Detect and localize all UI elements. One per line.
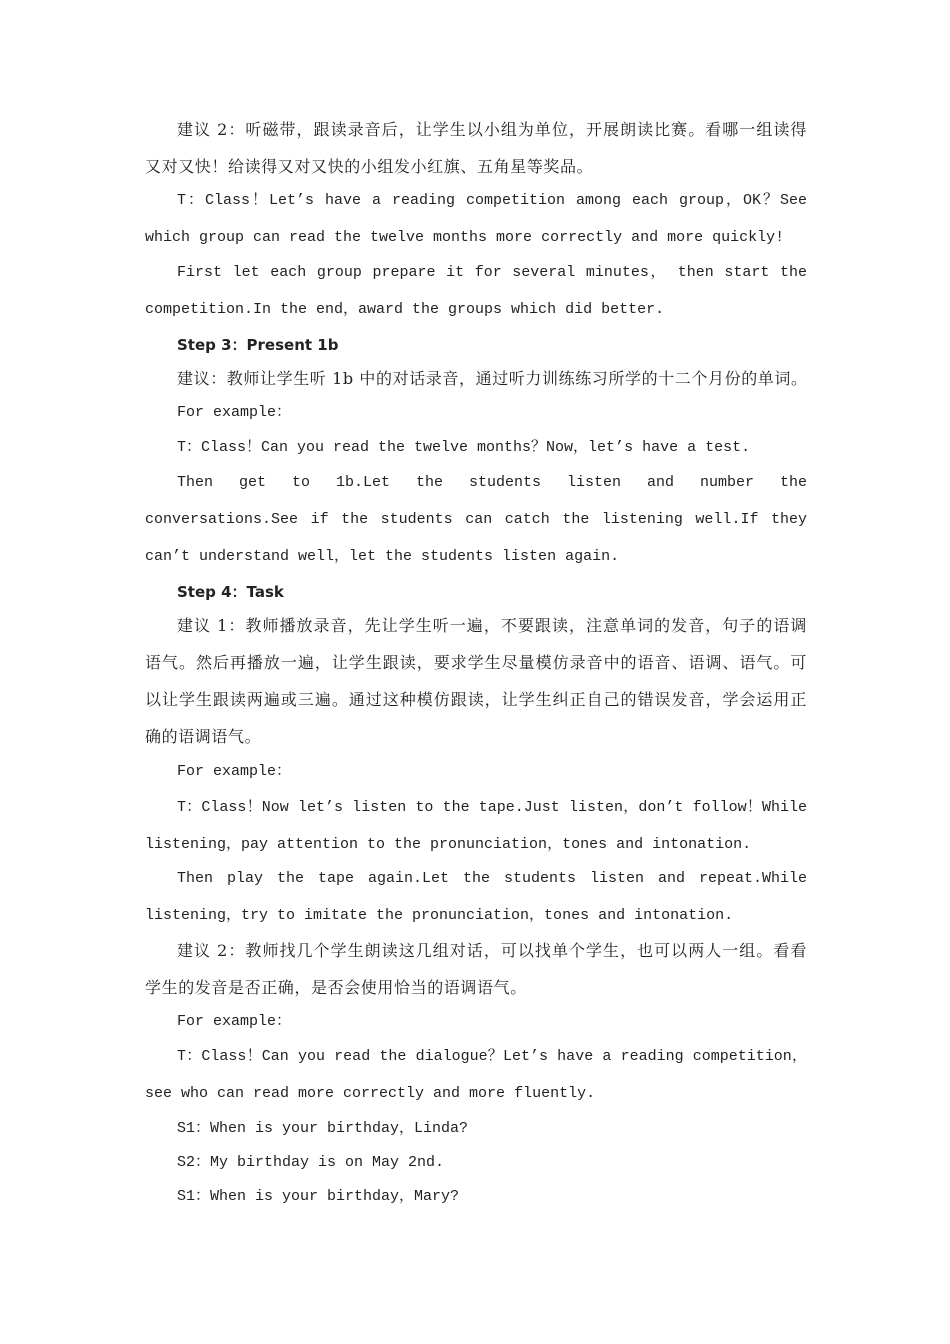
suggestion-step-3: 建议：教师让学生听 1b 中的对话录音，通过听力训练练习所学的十二个月份的单词。 [177, 369, 808, 388]
for-example-label: For example： [177, 404, 292, 421]
teacher-line-reading-competition: T：Class！Let’s have a reading competition among each group，OK？See which group can read the twelve months more correctly and more quickly! [145, 192, 807, 246]
for-example-label: For example： [177, 763, 292, 780]
teacher-line-dialogue: T：Class！Can you read the dialogue？Let’s have a reading competition，see who can read more correctly and more fluently. [145, 1048, 807, 1102]
teacher-line-listen: T：Class！Now let’s listen to the tape.Just listen，don’t follow！While listening，pay attention to the pronunciation，tones and intonation. [145, 799, 807, 853]
dialogue-line-s1-linda: S1：When is your birthday，Linda? [177, 1120, 469, 1137]
then-get-to-1b-paragraph: Then get to 1b.Let the students listen and number the conversations.See if the students can catch the listening well.If they can’t understand well，let the students listen again. [145, 474, 807, 565]
for-example-label: For example： [177, 1013, 292, 1030]
step-3-heading: Step 3：Present 1b [177, 336, 339, 354]
then-play-the-tape-paragraph: Then play the tape again.Let the students listen and repeat.While listening，try to imitate the pronunciation，tones and intonation. [145, 870, 807, 924]
dialogue-line-s2: S2：My birthday is on May 2nd. [177, 1154, 445, 1171]
suggestion-2-step-4: 建议 2：教师找几个学生朗读这几组对话，可以找单个学生，也可以两人一组。看看学生的发音是否正确，是否会使用恰当的语调语气。 [145, 941, 807, 997]
suggestion-1-step-4: 建议 1：教师播放录音，先让学生听一遍，不要跟读，注意单词的发音，句子的语调语气。然后再播放一遍，让学生跟读，要求学生尽量模仿录音中的语音、语调、语气。可以让学生跟读两遍或三遍。通过这种模仿跟读，让学生纠正自己的错误发音，学会运用正确的语调语气。 [145, 616, 807, 746]
suggestion-2-paragraph: 建议 2：听磁带，跟读录音后，让学生以小组为单位，开展朗读比赛。看哪一组读得又对又快！给读得又对又快的小组发小红旗、五角星等奖品。 [145, 120, 807, 176]
step-4-heading: Step 4：Task [177, 583, 284, 601]
dialogue-line-s1-mary: S1：When is your birthday，Mary? [177, 1188, 460, 1205]
teacher-line-test: T：Class！Can you read the twelve months？Now，let’s have a test. [177, 439, 751, 456]
first-let-each-group-paragraph: First let each group prepare it for several minutes， then start the competition.In the end，award the groups which did better. [145, 264, 807, 318]
